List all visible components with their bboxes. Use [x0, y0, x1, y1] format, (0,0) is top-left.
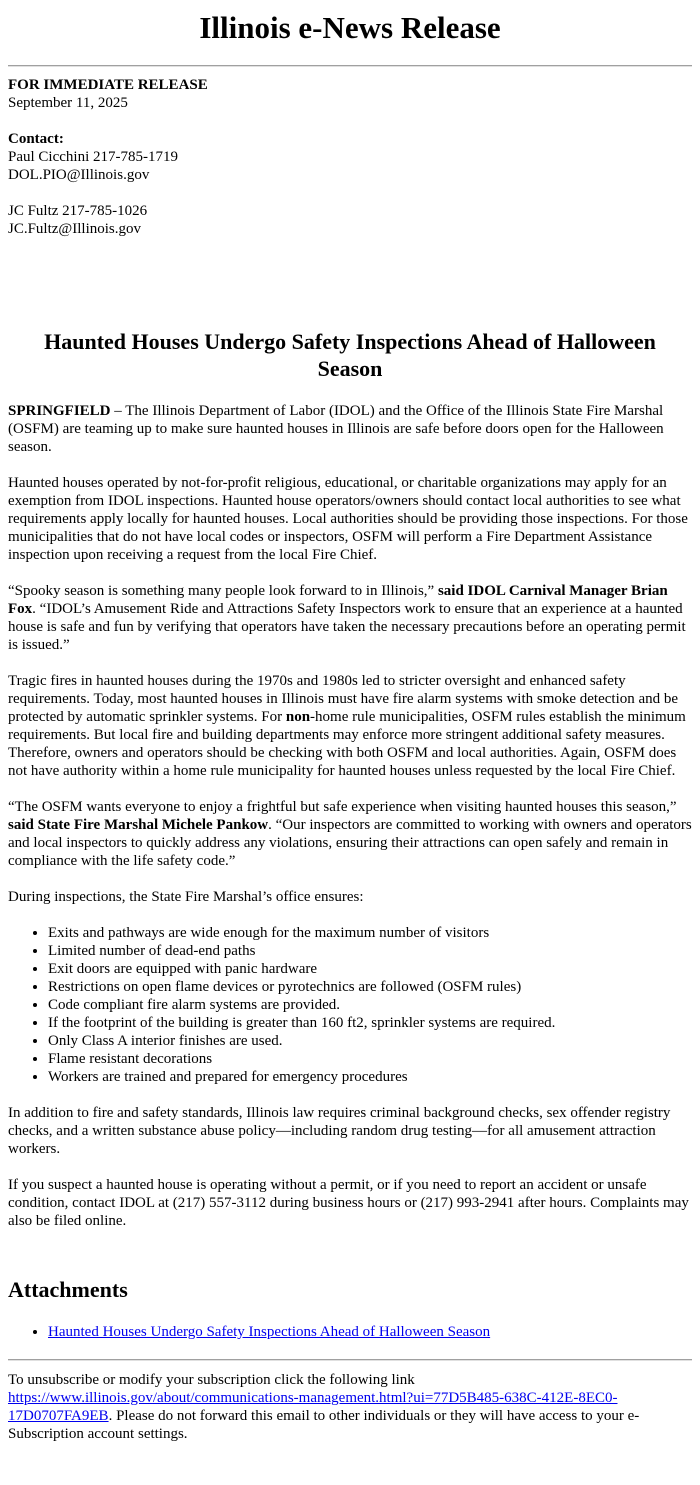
contact-label: Contact:	[8, 131, 64, 147]
paragraph-text: Tragic fires in haunted houses during the 1970s and 1980s led to stricter oversight and enhanced safety requirements. Today, most haunted houses in Illinois must have fire alarm systems with smoke detection and be protected by automatic sprinkler systems. For	[8, 673, 679, 725]
contact-block	[8, 130, 692, 184]
quote-text: “The OSFM wants everyone to enjoy a frightful but safe experience when visiting haunted houses this season,”	[8, 799, 677, 815]
quote-attribution: said State Fire Marshal Michele Pankow	[8, 817, 269, 833]
list-item: • Limited number of dead-end paths	[48, 942, 692, 960]
inspection-checklist	[8, 924, 692, 1086]
attachment-link[interactable]: Haunted Houses Undergo Safety Inspections Ahead of Halloween Season	[48, 1324, 491, 1340]
release-label: FOR IMMEDIATE RELEASE	[8, 77, 208, 93]
article-paragraph	[8, 798, 692, 870]
quote-text: . “Our inspectors are committed to working with owners and operators and local inspectors to quickly address any violations, ensuring their attractions can open safely and remain in compliance with the life safety code.”	[8, 817, 692, 869]
contact-block	[8, 202, 692, 238]
attachments-heading: Attachments	[8, 1277, 128, 1302]
release-info	[8, 76, 692, 112]
contact-email: JC.Fultz@Illinois.gov	[8, 221, 141, 237]
attachment-item	[48, 1323, 692, 1341]
list-item: • Restrictions on open flame devices or pyrotechnics are followed (OSFM rules)	[48, 978, 692, 996]
divider	[8, 65, 692, 67]
quote-text: “Spooky season is something many people look forward to in Illinois,”	[8, 583, 438, 599]
contact-email: DOL.PIO@Illinois.gov	[8, 167, 150, 183]
article-headline: Haunted Houses Undergo Safety Inspections Ahead of Halloween Season	[44, 329, 656, 381]
list-item: • If the footprint of the building is greater than 160 ft2, sprinkler systems are required.	[48, 1014, 692, 1032]
article-paragraph	[8, 582, 692, 654]
list-item: • Exits and pathways are wide enough for the maximum number of visitors	[48, 924, 692, 942]
footer-text: . Please do not forward this email to other individuals or they will have access to your e-Subscription account settings.	[8, 1408, 640, 1442]
list-item: • Only Class A interior finishes are used.	[48, 1032, 692, 1050]
attachments-list	[8, 1323, 692, 1341]
article-paragraph	[8, 402, 692, 456]
list-item: • Exit doors are equipped with panic hardware	[48, 960, 692, 978]
release-date: September 11, 2025	[8, 95, 128, 111]
quote-text: . “IDOL’s Amusement Ride and Attractions Safety Inspectors work to ensure that an experience at a haunted house is safe and fun by verifying that operators have taken the necessary precautions before an operating permit is issued.”	[8, 601, 686, 653]
unsubscribe-link[interactable]: https://www.illinois.gov/about/communications-management.html?ui=77D5B485-638C-412E-8EC0-17D0707FA9EB	[8, 1390, 618, 1424]
quote-attribution: said IDOL Carnival Manager Brian Fox	[8, 583, 668, 617]
footer	[8, 1371, 692, 1443]
list-item: • Code compliant fire alarm systems are provided.	[48, 996, 692, 1014]
paragraph-text: -home rule municipalities, OSFM rules establish the minimum requirements. But local fire and building departments may enforce more stringent additional safety measures. Therefore, owners and operators should be checking with both OSFM and local authorities. Again, OSFM does not have authority within a home rule municipality for haunted houses unless requested by the local Fire Chief.	[8, 709, 686, 779]
list-item: • Workers are trained and prepared for emergency procedures	[48, 1068, 692, 1086]
emphasis: non	[285, 709, 311, 725]
article-paragraph	[8, 672, 692, 780]
footer-text: To unsubscribe or modify your subscription click the following link	[8, 1372, 415, 1388]
paragraph-text: – The Illinois Department of Labor (IDOL) and the Office of the Illinois State Fire Marshal (OSFM) are teaming up to make sure haunted houses in Illinois are safe before doors open for the Halloween season.	[8, 403, 664, 455]
article-paragraph: During inspections, the State Fire Marshal’s office ensures:	[8, 889, 364, 905]
contact-name-phone: JC Fultz 217-785-1026	[8, 203, 148, 219]
article-paragraph: If you suspect a haunted house is operating without a permit, or if you need to report an accident or unsafe condition, contact IDOL at (217) 557-3112 during business hours or (217) 993-2941 after hours. Complaints may also be filed online.	[8, 1177, 689, 1229]
article-paragraph: In addition to fire and safety standards, Illinois law requires criminal background checks, sex offender registry checks, and a written substance abuse policy—including random drug testing—for all amusement attraction workers.	[8, 1105, 671, 1157]
article-paragraph: Haunted houses operated by not-for-profit religious, educational, or charitable organizations may apply for an exemption from IDOL inspections. Haunted house operators/owners should contact local authorities to see what requirements apply locally for haunted houses. Local authorities should be providing those inspections. For those municipalities that do not have local codes or inspectors, OSFM will perform a Fire Department Assistance inspection upon receiving a request from the local Fire Chief.	[8, 475, 688, 563]
list-item: • Flame resistant decorations	[48, 1050, 692, 1068]
page-title: Illinois e-News Release	[199, 10, 501, 45]
dateline: SPRINGFIELD	[8, 403, 111, 419]
contact-name-phone: Paul Cicchini 217-785-1719	[8, 149, 178, 165]
divider	[8, 1359, 692, 1361]
